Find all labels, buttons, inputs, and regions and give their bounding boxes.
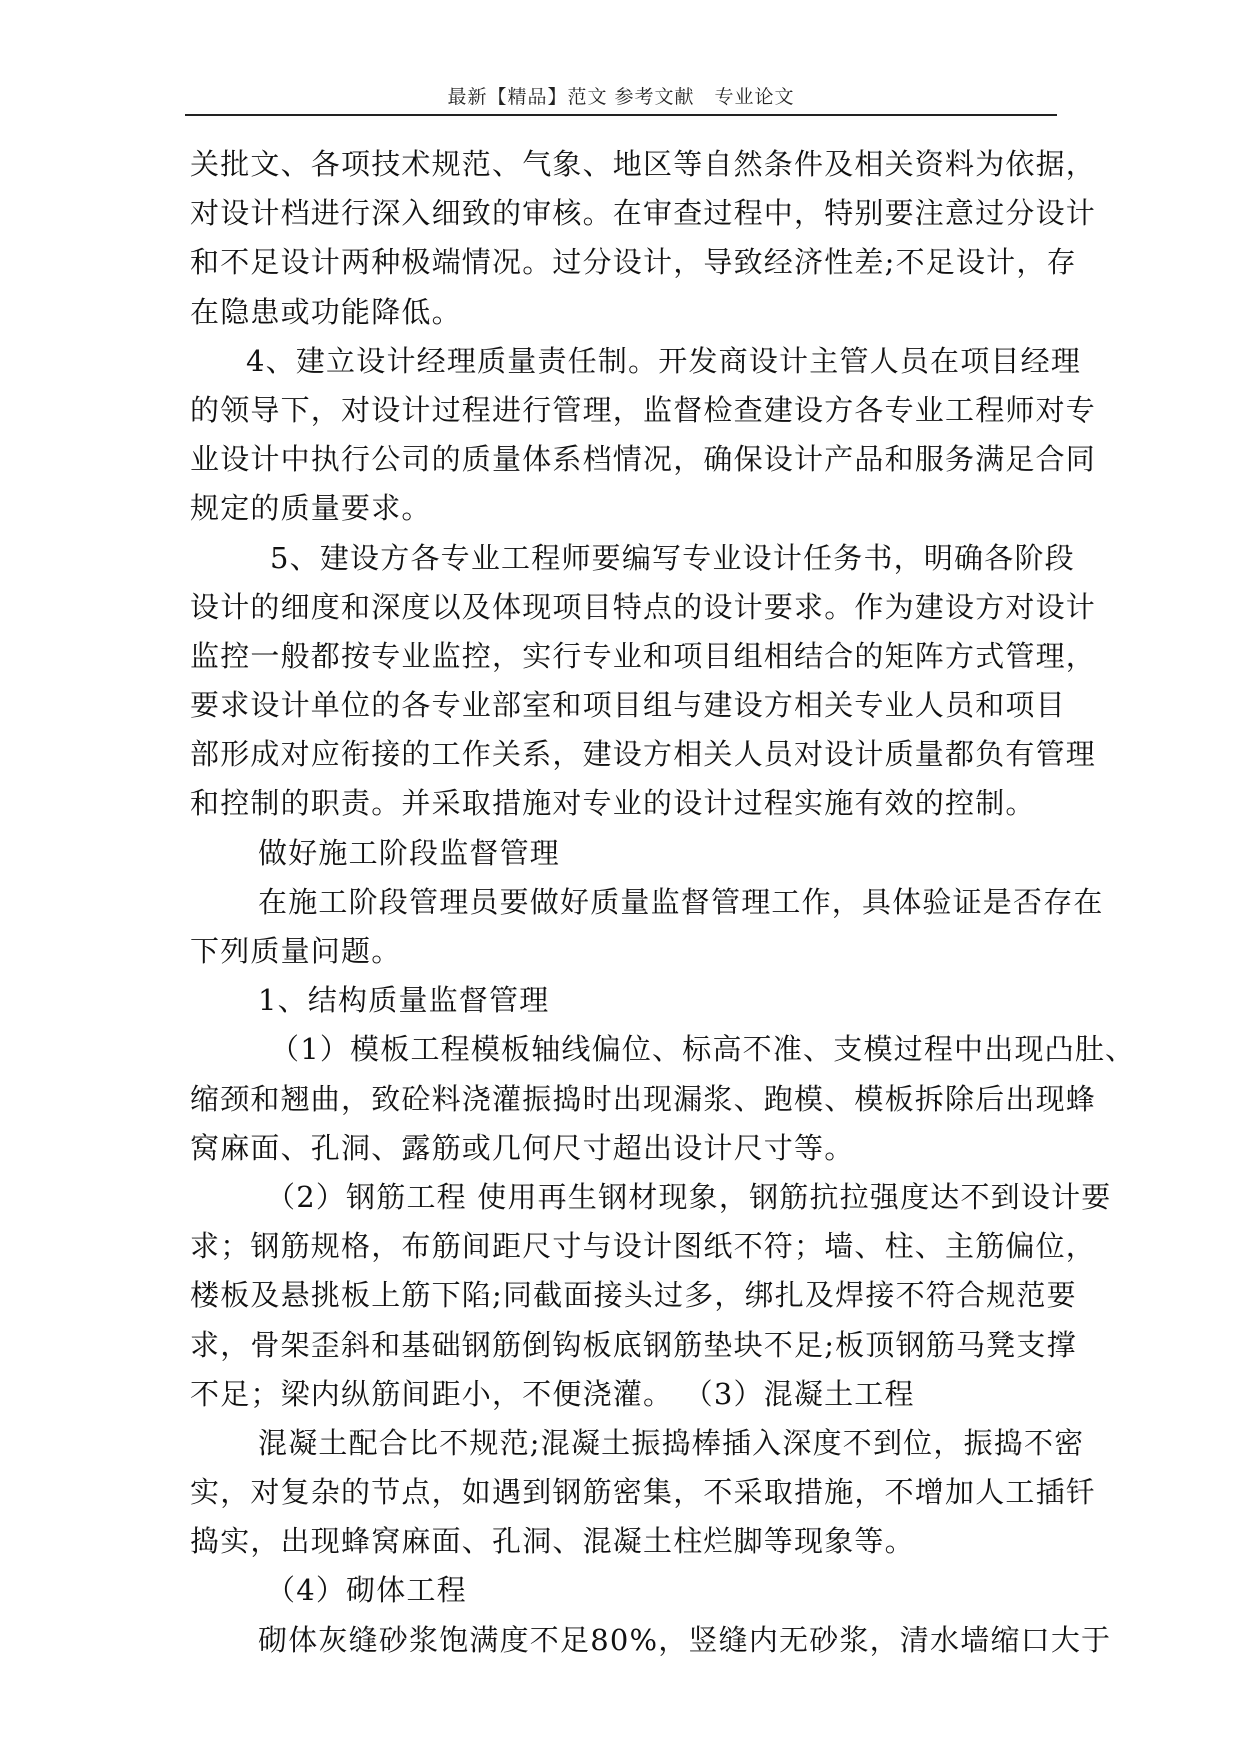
section-heading: 做好施工阶段监督管理 (258, 835, 561, 870)
text-line: 和控制的职责。并采取措施对专业的设计过程实施有效的控制。 (190, 786, 1036, 821)
text-line: 和不足设计两种极端情况。过分设计，导致经济性差;不足设计，存 (190, 245, 1077, 280)
paragraph-4-start: 4、建立设计经理质量责任制。开发商设计主管人员在项目经理 (246, 343, 1082, 378)
text-line: 设计的细度和深度以及体现项目特点的设计要求。作为建设方对设计 (190, 589, 1097, 624)
paragraph-start: 混凝土配合比不规范;混凝土振捣棒插入深度不到位，振捣不密 (258, 1425, 1085, 1460)
text-line: 窝麻面、孔洞、露筋或几何尺寸超出设计尺寸等。 (190, 1130, 855, 1165)
text-line: 缩颈和翘曲，致砼料浇灌振捣时出现漏浆、跑模、模板拆除后出现蜂 (190, 1081, 1097, 1116)
item-1-start: （1）模板工程模板轴线偏位、标高不准、支模过程中出现凸肚、 (270, 1032, 1136, 1067)
text-line: 捣实，出现蜂窝麻面、孔洞、混凝土柱烂脚等现象等。 (190, 1524, 915, 1559)
text-line: 下列质量问题。 (190, 934, 402, 968)
text-line: 监控一般都按专业监控，实行专业和项目组相结合的矩阵方式管理， (190, 638, 1097, 673)
text-line: 实，对复杂的节点，如遇到钢筋密集，不采取措施，不增加人工插钎 (190, 1475, 1097, 1510)
text-line: 不足；梁内纵筋间距小，不便浇灌。 （3）混凝土工程 (190, 1376, 915, 1411)
text-line: 求，骨架歪斜和基础钢筋倒钩板底钢筋垫块不足;板顶钢筋马凳支撑 (190, 1327, 1077, 1362)
paragraph-start: 在施工阶段管理员要做好质量监督管理工作，具体验证是否存在 (258, 884, 1104, 919)
text-line: 在隐患或功能降低。 (190, 294, 462, 329)
text-line: 的领导下，对设计过程进行管理，监督检查建设方各专业工程师对专 (190, 392, 1097, 427)
text-line: 楼板及悬挑板上筋下陷;同截面接头过多，绑扎及焊接不符合规范要 (190, 1278, 1077, 1313)
subsection-heading: 1、结构质量监督管理 (258, 983, 550, 1018)
item-2-start: （2）钢筋工程 使用再生钢材现象，钢筋抗拉强度达不到设计要 (266, 1179, 1112, 1214)
document-body (190, 140, 1136, 1665)
text-line: 业设计中执行公司的质量体系档情况，确保设计产品和服务满足合同 (190, 442, 1097, 477)
text-line: 求；钢筋规格，布筋间距尺寸与设计图纸不符；墙、柱、主筋偏位， (190, 1229, 1097, 1264)
text-line: 关批文、各项技术规范、气象、地区等自然条件及相关资料为依据， (190, 147, 1097, 181)
item-4-heading: （4）砌体工程 (266, 1573, 467, 1608)
page-header: 最新【精品】范文 参考文献 专业论文 (185, 80, 1057, 116)
text-line: 规定的质量要求。 (190, 491, 432, 526)
paragraph-5-start: 5、建设方各专业工程师要编写专业设计任务书，明确各阶段 (270, 540, 1075, 575)
text-line: 对设计档进行深入细致的审核。在审查过程中，特别要注意过分设计 (190, 196, 1097, 231)
text-line: 要求设计单位的各专业部室和项目组与建设方相关专业人员和项目 (190, 688, 1066, 723)
paragraph-start: 砌体灰缝砂浆饱满度不足80%，竖缝内无砂浆，清水墙缩口大于 (258, 1622, 1112, 1657)
text-line: 部形成对应衔接的工作关系，建设方相关人员对设计质量都负有管理 (190, 737, 1097, 772)
